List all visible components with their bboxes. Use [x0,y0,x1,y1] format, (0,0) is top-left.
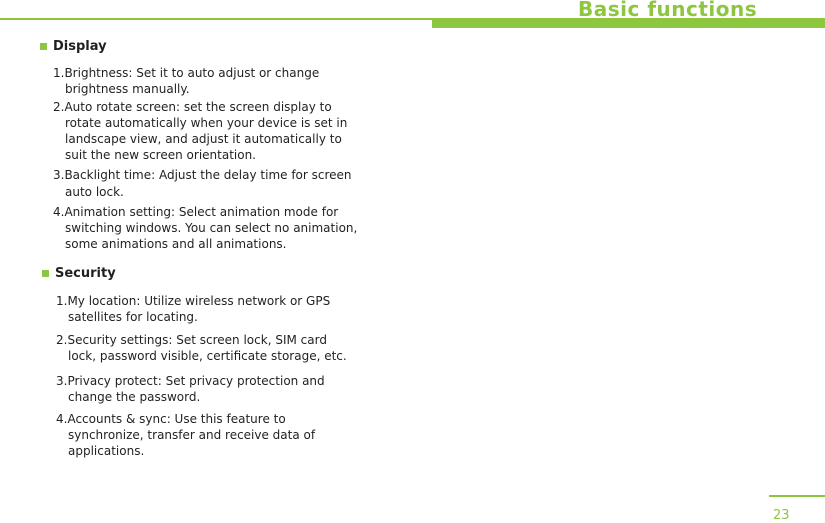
section-title: Security [55,266,116,281]
list-item: 3.Backlight time: Adjust the delay time for screen auto lock. [53,168,352,199]
list-item: 1.Brightness: Set it to auto adjust or change brightness manually. [53,66,320,96]
page-number: 23 [773,508,790,523]
list-item: 4.Accounts & sync: Use this feature to synchronize, transfer and receive data of applications. [56,412,316,458]
page-title: Basic functions [578,0,758,21]
header-rule [0,18,432,20]
list-item: 4.Animation setting: Select animation mode for switching windows. You can select no animation, some animations and all animations. [53,205,358,251]
square-bullet-icon [42,270,49,277]
section-security-heading [42,266,116,281]
footer-rule [769,495,825,497]
section-display-heading [40,39,107,54]
section-title: Display [53,39,107,54]
square-bullet-icon [40,43,47,50]
list-item: 2.Security settings: Set screen lock, SIM card lock, password visible, certificate storage, etc. [56,333,347,363]
list-item: 2.Auto rotate screen: set the screen display to rotate automatically when your device is set in landscape view, and adjust it automatically to suit the new screen orientation. [53,100,348,162]
list-item: 1.My location: Utilize wireless network or GPS satellites for locating. [56,294,331,324]
list-item: 3.Privacy protect: Set privacy protection and change the password. [56,374,325,404]
